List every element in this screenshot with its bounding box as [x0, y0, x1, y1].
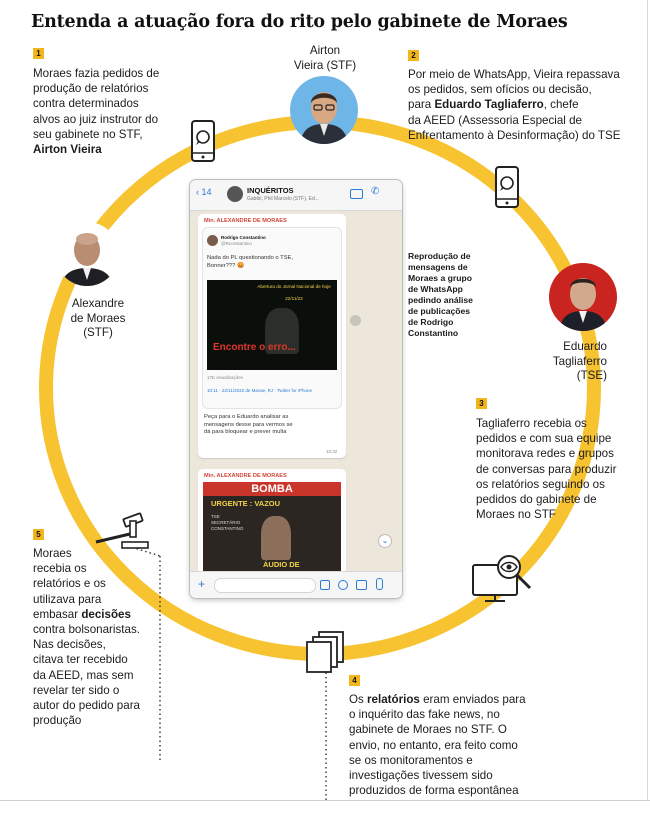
step-4-badge: 4 [349, 675, 360, 686]
chat-input-bar [190, 571, 402, 598]
name-line: de Moraes [70, 311, 126, 325]
step-5-line: revelar ter sido o [33, 683, 120, 697]
shared-image[interactable] [203, 482, 341, 573]
step-3-line: Moraes no STF [476, 508, 556, 522]
step-5-bold: decisões [81, 607, 131, 621]
phone-caption [408, 251, 488, 339]
bottom-rule [0, 800, 650, 801]
image-line: TSE [211, 514, 220, 519]
page-title: Entenda a atuação fora do rito pelo gabinete de Moraes [31, 12, 568, 32]
step-3-line: os relatórios seguindo os [476, 477, 605, 491]
step-5-line: Nas decisões, [33, 638, 106, 652]
tweet-text [207, 255, 337, 270]
name-line: Tagliaferro [552, 354, 607, 368]
step-1-line: produção de relatórios [33, 82, 149, 96]
chat-header [190, 180, 402, 211]
tweet-video[interactable] [207, 280, 337, 370]
whatsapp-screenshot [190, 180, 402, 598]
step-4-text [349, 692, 526, 798]
step-1-line: Moraes fazia pedidos de [33, 67, 160, 80]
step-5-line: utilizava para [33, 592, 102, 606]
step-2-line: os pedidos, sem ofícios ou decisão, [408, 83, 592, 97]
tweet-author: Rodrigo Constantino [221, 235, 266, 240]
step-5-line: citava ter recebido [33, 653, 128, 667]
image-audio: ÁUDIO DE [263, 560, 300, 569]
step-3-text [476, 416, 617, 522]
step-2-line: para Eduardo Tagliaferro, chefe [408, 98, 579, 112]
documents-icon [305, 630, 347, 674]
step-5-line: recebia os [33, 562, 87, 576]
step-2-text [408, 67, 620, 143]
video-views: 17K visualizações [207, 375, 244, 380]
forward-icon[interactable] [350, 315, 361, 326]
step-4-line: investigações tivessem sido [349, 769, 493, 783]
step-3-line: pedidos do gabinete de [476, 493, 597, 507]
step-5-line: embasar decisões [33, 607, 131, 621]
caption-line: de Rodrigo [408, 317, 454, 327]
tagliaferro-portrait [549, 263, 617, 331]
phone-call-icon[interactable]: ✆ [371, 186, 380, 197]
step-5-text [33, 546, 140, 728]
tweet-avatar [207, 235, 218, 246]
step-4-line: produzidos de forma espontânea [349, 784, 519, 798]
image-urgent: URGENTE : VAZOU [211, 499, 281, 508]
step-5-line: contra bolsonaristas. [33, 623, 140, 637]
caption-line: de publicações [408, 306, 471, 316]
scroll-down-icon[interactable]: ⌄ [378, 534, 392, 548]
step-3-line: de conversas para produzir [476, 462, 617, 476]
payment-icon[interactable] [338, 580, 348, 590]
unread-count: 14 [201, 187, 212, 197]
moraes-name [62, 297, 134, 341]
sticker-icon[interactable] [320, 580, 330, 590]
video-top-caption: Abertura do Jornal Nacional de hoje [257, 284, 331, 289]
tweet-line: Nada do PL questionando o TSE, [207, 255, 294, 261]
video-call-icon[interactable] [350, 189, 363, 199]
group-members: Gabibi, Phil Marcelo (STF), Ed... [247, 196, 319, 202]
step-1-line: seu gabinete no STF, [33, 127, 143, 141]
tagliaferro-name [533, 340, 607, 384]
step-4-line: envio, no entanto, era feito como [349, 738, 518, 752]
step-1-badge: 1 [33, 48, 44, 59]
message-sender: Min. ALEXANDRE DE MORAES [204, 218, 287, 224]
message-bubble [198, 214, 346, 458]
tweet-meta: 10:11 · 22/11/2022 de Macae, RJ · Twitter for iPhone [207, 388, 313, 393]
tweet-card [203, 228, 341, 408]
step-2-badge: 2 [408, 50, 419, 61]
request-text [204, 414, 344, 437]
microphone-icon[interactable] [376, 578, 383, 590]
tweet-line: Bonner??? 😡 [207, 262, 245, 269]
step-4-bold: relatórios [367, 693, 420, 706]
step-4-line: o inquérito das fake news, no [349, 708, 500, 722]
image-line: SECRETÁRIO [211, 520, 241, 525]
request-line: dá para bloquear e prever multa [204, 429, 287, 436]
back-button[interactable]: ‹ 14 [196, 187, 212, 197]
group-avatar [227, 186, 243, 202]
video-date: 22/11/22 [285, 296, 303, 301]
step-4-line: se os monitoramentos e [349, 753, 473, 767]
step-1-line: alvos ao juiz instrutor do [33, 112, 159, 126]
name-line: Airton [309, 44, 341, 57]
moraes-portrait [55, 222, 119, 286]
name-line: (TSE) [576, 369, 607, 382]
message-bubble [198, 469, 346, 575]
caption-line: Constantino [408, 328, 459, 338]
image-line: CONSTANTINO [211, 526, 244, 531]
smartphone-chat-icon [190, 120, 216, 162]
name-line: Alexandre [71, 297, 125, 310]
caption-line: mensagens de [408, 262, 468, 272]
smartphone-chat-icon [494, 166, 520, 208]
step-1-line: contra determinados [33, 97, 139, 111]
video-caption: Encontre o erro... [213, 342, 296, 353]
image-figure [261, 516, 291, 560]
request-line: Peça para o Eduardo analisar as [204, 414, 289, 420]
name-line: (STF) [83, 326, 113, 339]
name-line: Eduardo [563, 340, 607, 353]
step-3-line: pedidos e com sua equipe [476, 432, 612, 446]
vieira-portrait [290, 76, 358, 144]
step-5-line: da AEED, mas sem [33, 668, 134, 682]
step-3-badge: 3 [476, 398, 487, 409]
vieira-name [285, 44, 365, 73]
step-5-line: Moraes [33, 547, 72, 560]
message-time: 10:32 [326, 449, 338, 454]
step-2-line: da AEED (Assessoria Especial de [408, 113, 582, 127]
group-name: INQUÉRITOS [247, 186, 294, 195]
step-2-line: Enfrentamento à Desinformação) do TSE [408, 128, 621, 142]
request-line: mensagens desse para vermos se [204, 421, 293, 428]
camera-icon[interactable] [356, 580, 367, 590]
step-5-line: autor do pedido para [33, 699, 141, 713]
message-input[interactable] [214, 578, 316, 593]
step-2-bold: Eduardo Tagliaferro [434, 98, 544, 112]
step-1-text [33, 66, 159, 157]
caption-line: pedindo análise [408, 295, 473, 305]
step-1-bold: Airton Vieira [33, 143, 102, 157]
step-4-line: Os relatórios eram enviados para [349, 693, 526, 706]
step-5-badge: 5 [33, 529, 44, 540]
step-5-line: relatórios e os [33, 577, 106, 591]
step-4-line: gabinete de Moraes no STF. O [349, 723, 507, 737]
attach-icon[interactable]: + [198, 577, 206, 591]
step-5-line: produção [33, 714, 82, 728]
gavel-icon [92, 512, 152, 552]
caption-line: de WhatsApp [408, 284, 463, 294]
name-line: Vieira (STF) [293, 58, 357, 72]
step-3-line: Tagliaferro recebia os [476, 417, 587, 430]
monitor-eye-icon [470, 553, 542, 603]
image-banner: BOMBA [203, 482, 341, 496]
step-2-line: Por meio de WhatsApp, Vieira repassava [408, 68, 620, 81]
step-3-line: monitorava redes e grupos [476, 447, 614, 461]
image-mid-text [211, 514, 243, 532]
tweet-handle: @Rconstantino [221, 241, 252, 246]
message-sender: Min. ALEXANDRE DE MORAES [204, 473, 287, 479]
caption-line: Reprodução de [408, 251, 471, 261]
caption-line: Moraes a grupo [408, 273, 472, 283]
